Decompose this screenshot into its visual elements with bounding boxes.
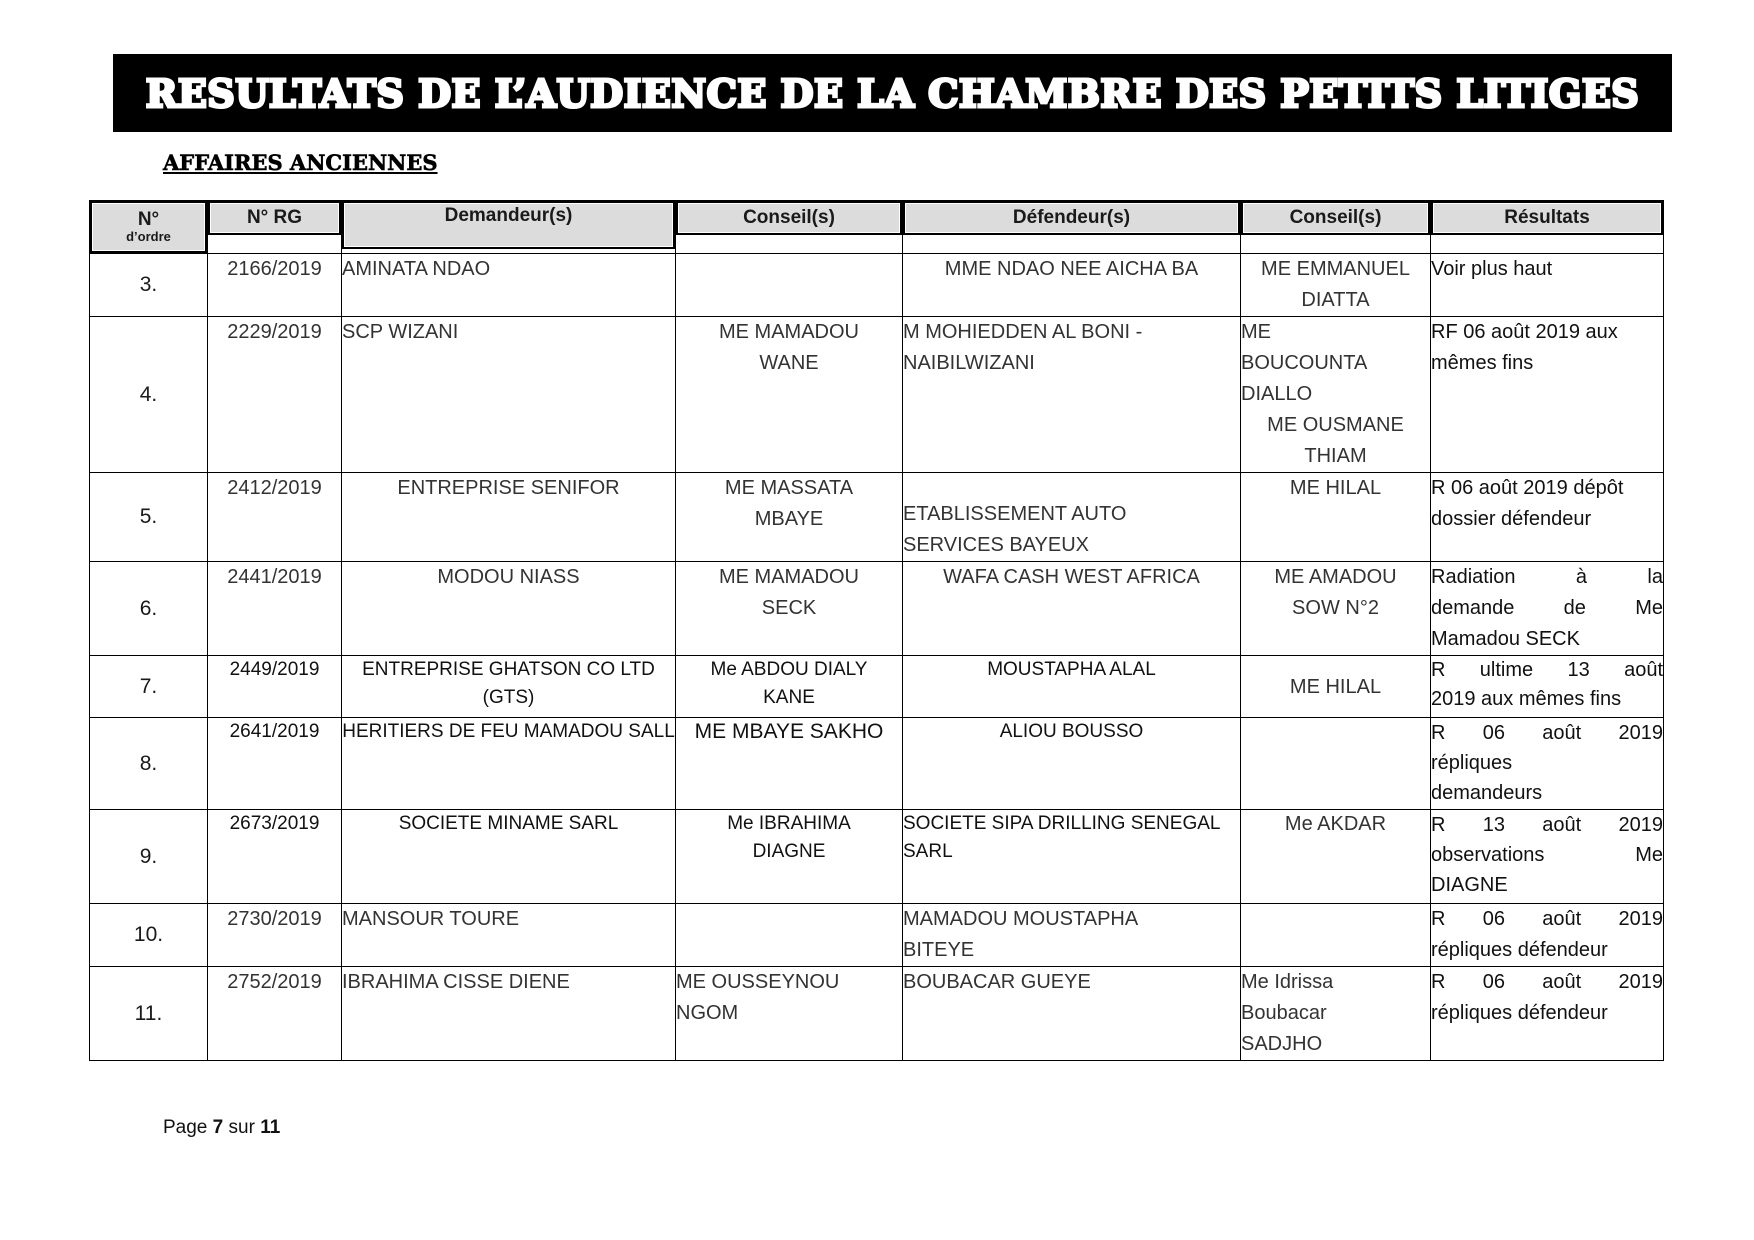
cell-line: demandeurs xyxy=(1431,782,1543,804)
cell-demandeur: HERITIERS DE FEU MAMADOU SALL xyxy=(342,718,676,810)
header-resultats-label: Résultats xyxy=(1431,201,1663,235)
cell-line: MME NDAO NEE AICHA BA xyxy=(944,258,1199,280)
cell-line: R ultime 13 août xyxy=(1431,659,1663,681)
cell-resultat xyxy=(1431,656,1664,718)
cell-rg: 2752/2019 xyxy=(208,967,342,1061)
cell-line: R 06 août 2019 xyxy=(1431,971,1663,993)
cell-line: DIAGNE xyxy=(752,841,826,862)
table-row xyxy=(90,656,1664,718)
cell-rg: 2730/2019 xyxy=(208,904,342,967)
cell-ordre: 10. xyxy=(90,904,208,967)
cell-rg: 2441/2019 xyxy=(208,562,342,656)
footer-prefix: Page xyxy=(163,1117,213,1138)
cell-ordre: 4. xyxy=(90,317,208,473)
header-ordre-sub: d’ordre xyxy=(126,229,171,245)
cell-ordre: 5. xyxy=(90,473,208,562)
cell-conseil-2 xyxy=(1241,810,1431,904)
header-resultats xyxy=(1431,201,1664,254)
cell-line: SOW N°2 xyxy=(1292,597,1379,619)
footer-middle: sur xyxy=(223,1117,261,1138)
cell-line: répliques défendeur xyxy=(1431,939,1608,961)
cell-resultat xyxy=(1431,254,1664,317)
header-ordre-main: N° xyxy=(137,209,160,231)
cell-line: THIAM xyxy=(1304,445,1367,467)
page-title: RESULTATS DE L’AUDIENCE DE LA CHAMBRE DES PETITS LITIGES xyxy=(145,70,1640,116)
cell-line: ME OUSSEYNOU xyxy=(676,971,840,993)
cell-line: R 06 août 2019 xyxy=(1431,908,1663,930)
header-conseil-1 xyxy=(676,201,903,254)
cell-line: ME xyxy=(1241,321,1271,343)
cell-line: observations Me xyxy=(1431,844,1663,866)
cell-line: KANE xyxy=(763,687,815,708)
cell-line: ME MAMADOU xyxy=(719,566,859,588)
cell-line: DIAGNE xyxy=(1431,874,1508,896)
cell-line: Radiation à la xyxy=(1431,566,1663,588)
cell-line: BOUBACAR GUEYE xyxy=(903,971,1091,993)
cell-conseil-2 xyxy=(1241,254,1431,317)
table-header xyxy=(90,201,1664,254)
cell-line: Me AKDAR xyxy=(1284,813,1387,835)
cell-ordre: 7. xyxy=(90,656,208,718)
cell-defendeur xyxy=(903,967,1241,1061)
footer-page-total: 11 xyxy=(260,1117,281,1138)
cell-line: DIATTA xyxy=(1301,289,1370,311)
cell-ordre: 11. xyxy=(90,967,208,1061)
cell-line: SARL xyxy=(903,841,953,862)
cell-line: MBAYE xyxy=(754,508,824,530)
cell-line: NAIBILWIZANI xyxy=(903,352,1035,374)
cell-line: R 13 août 2019 xyxy=(1431,814,1663,836)
header-defendeur-label: Défendeur(s) xyxy=(903,201,1240,235)
cell-defendeur xyxy=(903,656,1241,718)
cell-ordre: 6. xyxy=(90,562,208,656)
cell-line: Me ABDOU DIALY xyxy=(710,659,868,680)
cell-resultat xyxy=(1431,904,1664,967)
cell-line: R 06 août 2019 dépôt xyxy=(1431,477,1624,499)
cell-line: SOCIETE SIPA DRILLING SENEGAL xyxy=(903,813,1221,834)
cell-line: ME HILAL xyxy=(1289,477,1382,499)
cell-defendeur xyxy=(903,317,1241,473)
cell-conseil-2 xyxy=(1241,317,1431,473)
cell-demandeur: SOCIETE MINAME SARL xyxy=(342,810,676,904)
cell-line: Boubacar xyxy=(1241,1002,1327,1024)
table-row xyxy=(90,904,1664,967)
cell-line: ETABLISSEMENT AUTO xyxy=(903,503,1127,525)
cell-defendeur xyxy=(903,718,1241,810)
cell-demandeur: MODOU NIASS xyxy=(342,562,676,656)
table-row xyxy=(90,254,1664,317)
cell-line: R 06 août 2019 xyxy=(1431,722,1663,744)
cell-ordre: 3. xyxy=(90,254,208,317)
table-row xyxy=(90,317,1664,473)
cell-line: Mamadou SECK xyxy=(1431,628,1580,650)
cell-rg: 2449/2019 xyxy=(208,656,342,718)
header-conseil-1-label: Conseil(s) xyxy=(676,201,902,235)
cell-demandeur: ENTREPRISE GHATSON CO LTD (GTS) xyxy=(342,656,676,718)
cell-resultat xyxy=(1431,473,1664,562)
cell-line: ME AMADOU xyxy=(1274,566,1397,588)
cell-rg: 2229/2019 xyxy=(208,317,342,473)
section-title: AFFAIRES ANCIENNES xyxy=(163,150,438,175)
cell-line: ME HILAL xyxy=(1289,675,1382,698)
cell-defendeur xyxy=(903,473,1241,562)
cell-conseil-1 xyxy=(676,967,903,1061)
cell-line: MAMADOU MOUSTAPHA xyxy=(903,908,1139,930)
cell-line: 2019 aux mêmes fins xyxy=(1431,688,1622,710)
cell-conseil-1 xyxy=(676,810,903,904)
header-conseil-2-label: Conseil(s) xyxy=(1241,201,1430,235)
cell-line: dossier défendeur xyxy=(1431,508,1592,530)
cell-line: SADJHO xyxy=(1241,1033,1323,1055)
cell-line: ALIOU BOUSSO xyxy=(999,721,1144,742)
table-row xyxy=(90,810,1664,904)
cell-line: Me IBRAHIMA xyxy=(727,813,851,834)
table-row xyxy=(90,473,1664,562)
cell-demandeur: AMINATA NDAO xyxy=(342,254,676,317)
page-footer xyxy=(163,1117,280,1139)
cell-rg: 2412/2019 xyxy=(208,473,342,562)
cell-conseil-1 xyxy=(676,473,903,562)
table-body xyxy=(90,254,1664,1061)
cell-conseil-1 xyxy=(676,718,903,810)
cell-line: SECK xyxy=(761,597,817,619)
cell-line: demande de Me xyxy=(1431,597,1663,619)
cell-line: M MOHIEDDEN AL BONI - xyxy=(903,321,1143,343)
cell-line: SERVICES BAYEUX xyxy=(903,534,1089,556)
footer-page-number: 7 xyxy=(212,1117,224,1138)
cell-line: ME OUSMANE xyxy=(1267,414,1404,436)
header-demandeur-label: Demandeur(s) xyxy=(342,201,675,249)
cell-conseil-2 xyxy=(1241,718,1431,810)
header-ordre xyxy=(90,201,208,254)
header-demandeur xyxy=(342,201,676,254)
cell-defendeur xyxy=(903,562,1241,656)
cell-conseil-1 xyxy=(676,562,903,656)
cell-conseil-2 xyxy=(1241,656,1431,718)
cell-line: mêmes fins xyxy=(1431,352,1534,374)
cell-demandeur: ENTREPRISE SENIFOR xyxy=(342,473,676,562)
header-rg xyxy=(208,201,342,254)
cell-line: ME MASSATA xyxy=(724,477,854,499)
cell-line: ME EMMANUEL xyxy=(1261,258,1410,280)
cell-ordre: 8. xyxy=(90,718,208,810)
cell-ordre: 9. xyxy=(90,810,208,904)
cell-line: ME MAMADOU xyxy=(719,321,859,343)
cell-rg: 2641/2019 xyxy=(208,718,342,810)
header-conseil-2 xyxy=(1241,201,1431,254)
cell-rg: 2673/2019 xyxy=(208,810,342,904)
cell-line: WANE xyxy=(759,352,819,374)
cell-line: RF 06 août 2019 aux xyxy=(1431,321,1618,343)
cell-line: Voir plus haut xyxy=(1431,258,1553,280)
cell-rg: 2166/2019 xyxy=(208,254,342,317)
table-row xyxy=(90,562,1664,656)
cell-demandeur: SCP WIZANI xyxy=(342,317,676,473)
cell-conseil-1 xyxy=(676,317,903,473)
cell-conseil-1 xyxy=(676,904,903,967)
cell-line: MOUSTAPHA ALAL xyxy=(987,659,1156,680)
header-rg-label: N° RG xyxy=(208,201,341,235)
cell-line: Me Idrissa xyxy=(1241,971,1334,993)
cell-conseil-2 xyxy=(1241,562,1431,656)
results-table xyxy=(89,200,1664,1061)
cell-line: WAFA CASH WEST AFRICA xyxy=(943,566,1200,588)
cell-defendeur xyxy=(903,254,1241,317)
cell-line: DIALLO xyxy=(1241,383,1313,405)
cell-line: ME MBAYE SAKHO xyxy=(694,720,884,743)
cell-line: répliques xyxy=(1431,752,1513,774)
cell-resultat xyxy=(1431,562,1664,656)
cell-conseil-2 xyxy=(1241,967,1431,1061)
table-row xyxy=(90,967,1664,1061)
cell-line: BOUCOUNTA xyxy=(1241,352,1368,374)
table-row xyxy=(90,718,1664,810)
cell-conseil-2 xyxy=(1241,904,1431,967)
cell-resultat xyxy=(1431,317,1664,473)
cell-resultat xyxy=(1431,810,1664,904)
cell-line: répliques défendeur xyxy=(1431,1002,1608,1024)
header-defendeur xyxy=(903,201,1241,254)
cell-resultat xyxy=(1431,967,1664,1061)
cell-defendeur xyxy=(903,810,1241,904)
cell-demandeur: IBRAHIMA CISSE DIENE xyxy=(342,967,676,1061)
cell-defendeur xyxy=(903,904,1241,967)
cell-conseil-2 xyxy=(1241,473,1431,562)
cell-conseil-1 xyxy=(676,254,903,317)
cell-resultat xyxy=(1431,718,1664,810)
cell-conseil-1 xyxy=(676,656,903,718)
cell-demandeur: MANSOUR TOURE xyxy=(342,904,676,967)
title-banner xyxy=(113,54,1672,132)
cell-line: NGOM xyxy=(676,1002,739,1024)
cell-line: BITEYE xyxy=(903,939,975,961)
